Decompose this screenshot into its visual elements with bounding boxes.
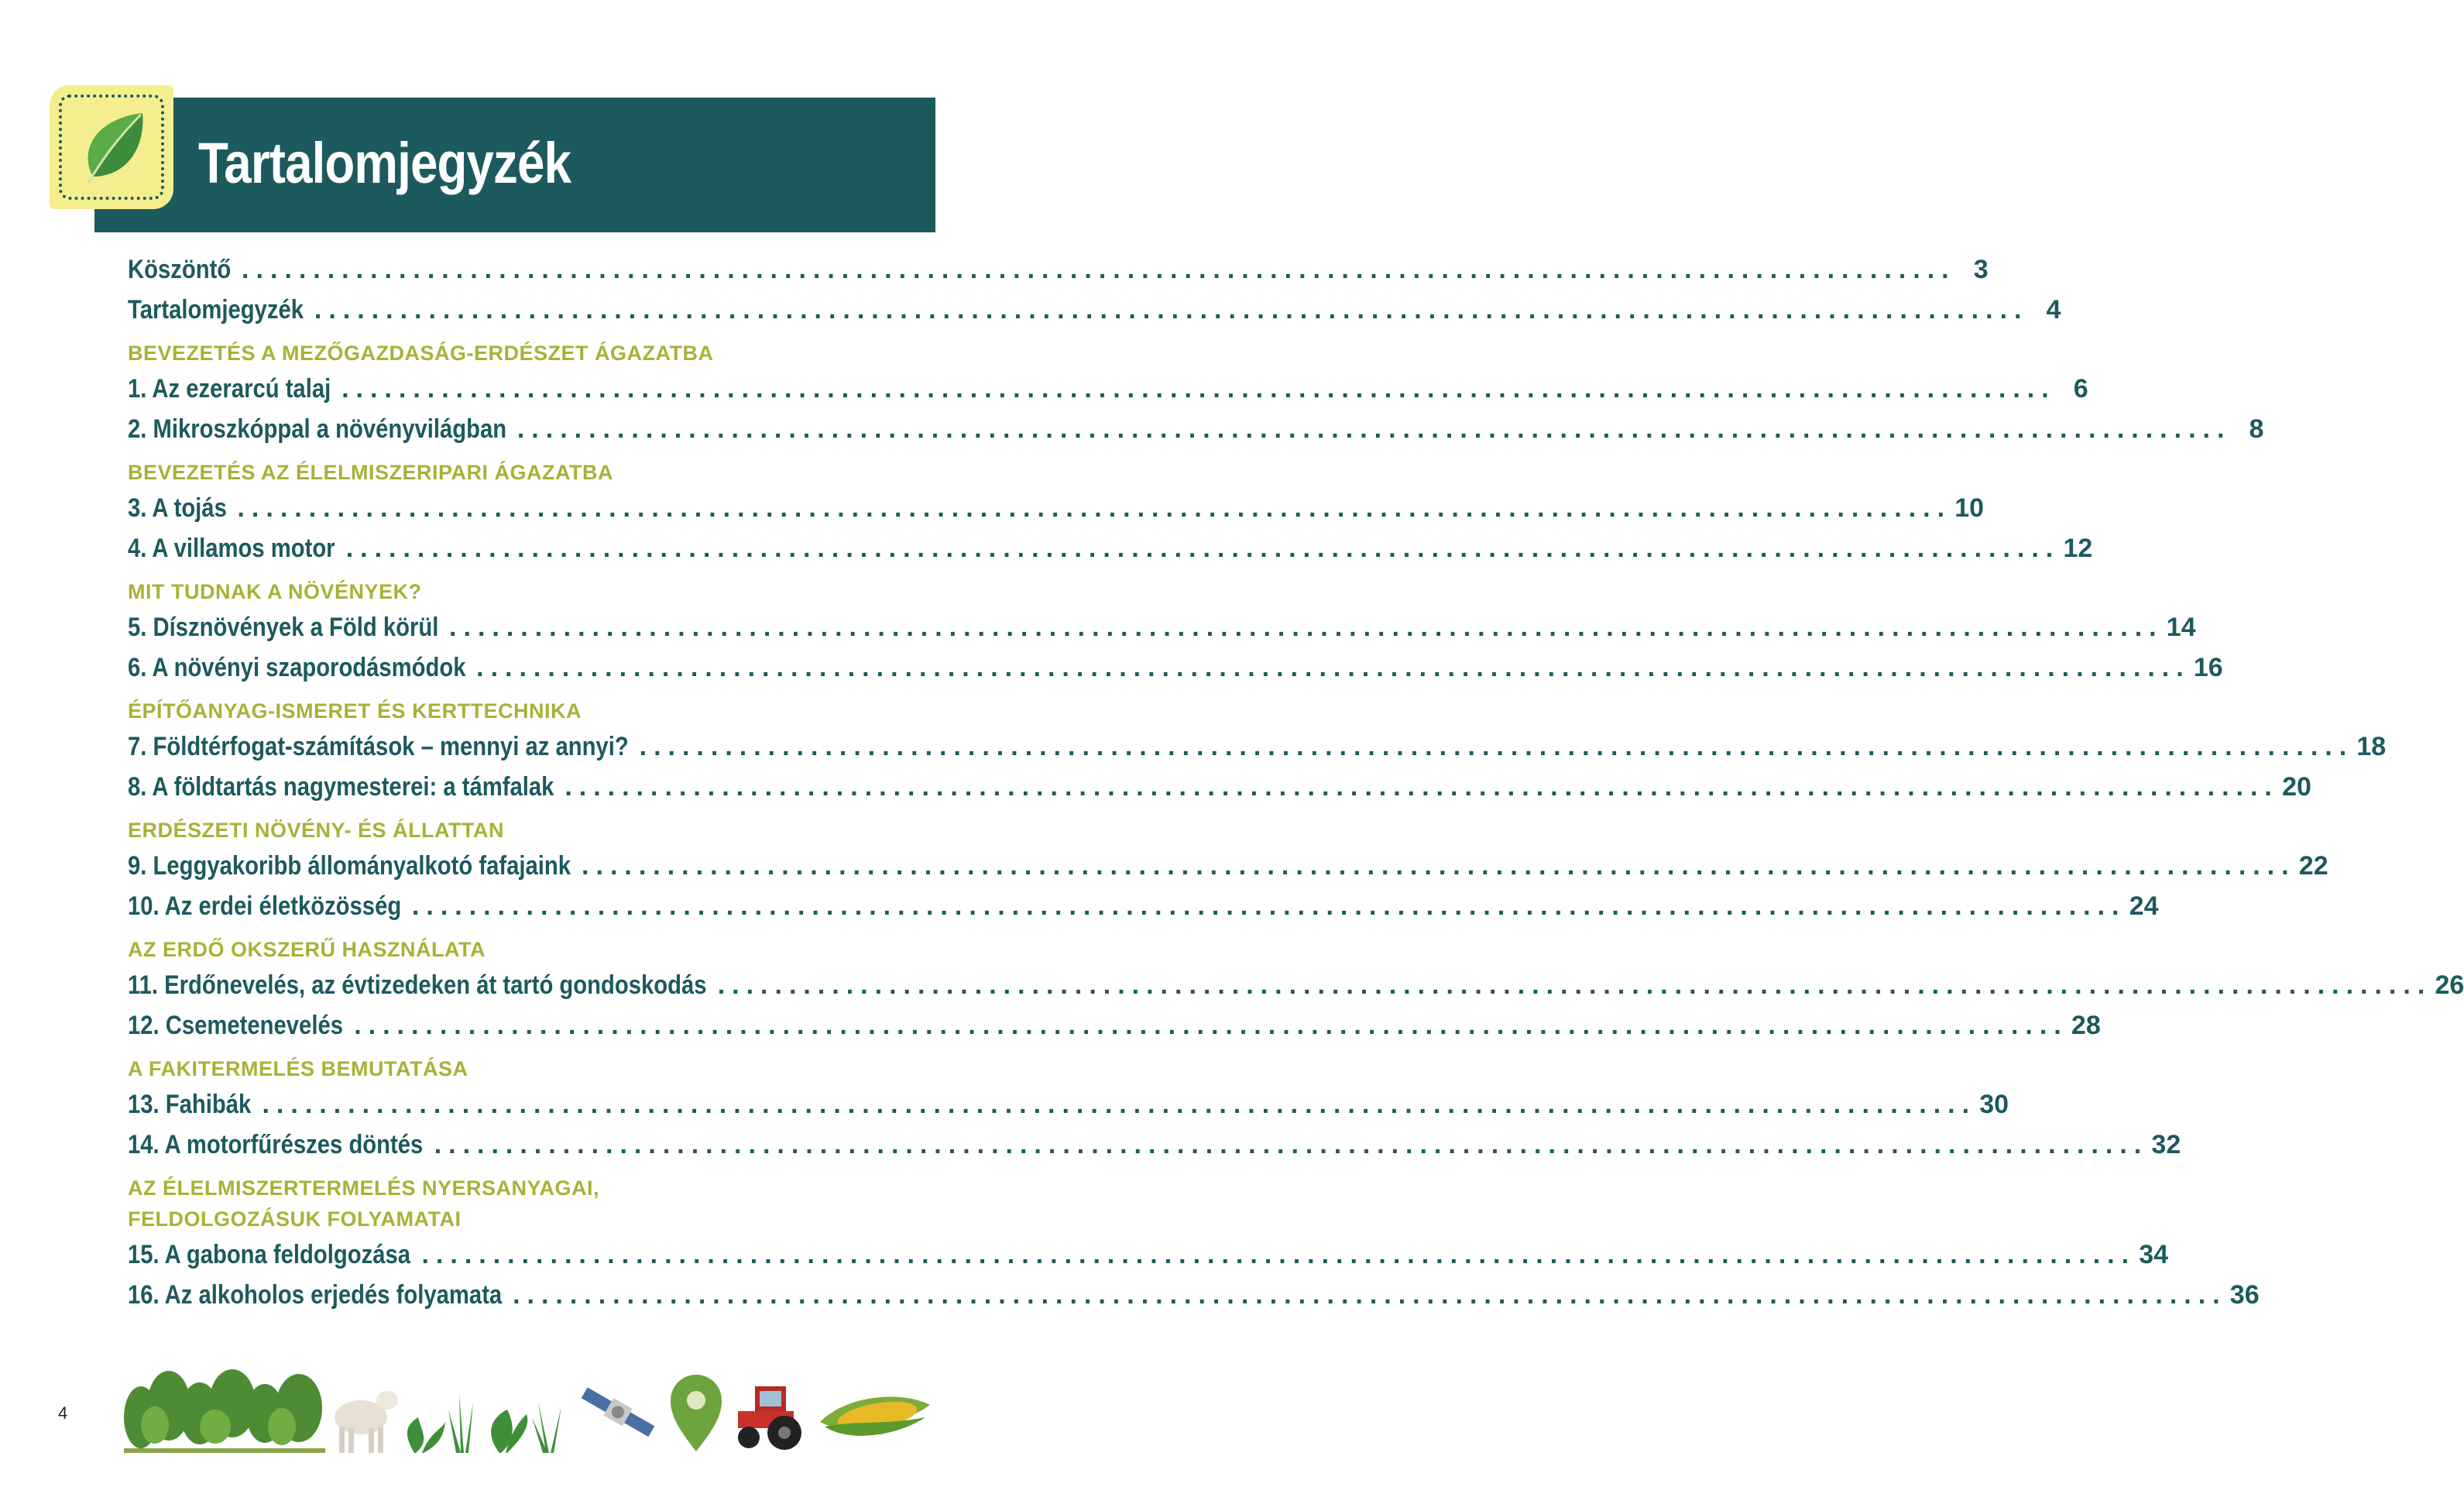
toc-page-number: 30 [1979, 1090, 2009, 1119]
section-heading-line: AZ ÉLELMISZERTERMELÉS NYERSANYAGAI, [128, 1176, 600, 1200]
toc-page-number: 4 [2046, 295, 2061, 325]
dot-leader: ........................................................................................................................ [565, 772, 2279, 802]
toc-entry-title: 12. Csemetenevelés [128, 1011, 343, 1040]
section-heading [128, 1053, 927, 1084]
location-pin-icon [667, 1371, 726, 1456]
toc-entry[interactable] [128, 290, 2061, 330]
section-heading [128, 457, 927, 488]
toc-entry-title: Köszöntő [128, 255, 232, 284]
toc-entry[interactable] [128, 528, 2093, 568]
tractor-icon [732, 1371, 805, 1456]
toc-entry-title: 13. Fahibák [128, 1090, 252, 1119]
section-heading-line: A FAKITERMELÉS BEMUTATÁSA [128, 1057, 468, 1080]
dot-leader: ........................................................................................................................ [449, 613, 2164, 642]
dot-leader: ........................................................................................................................ [354, 1011, 2068, 1040]
toc-page-number: 10 [1954, 493, 1985, 523]
toc-entry-title: 11. Erdőnevelés, az évtizedeken át tartó gondoskodás [128, 970, 707, 1000]
toc-entry[interactable] [128, 726, 2387, 767]
dot-leader: ........................................................................................................................ [421, 1240, 2136, 1269]
dot-leader: ........................................................................................................................ [476, 653, 2191, 682]
toc-page-number: 28 [2071, 1011, 2101, 1040]
calf-icon [325, 1371, 403, 1456]
toc-page-number: 34 [2139, 1240, 2169, 1269]
section-heading-line: MIT TUDNAK A NÖVÉNYEK? [128, 580, 422, 603]
corn-icon [817, 1371, 933, 1456]
section-heading-line: BEVEZETÉS AZ ÉLELMISZERIPARI ÁGAZATBA [128, 461, 614, 484]
toc-entry[interactable] [128, 369, 2088, 409]
toc-page-number: 36 [2229, 1280, 2260, 1310]
toc-entry[interactable] [128, 1235, 2169, 1275]
toc-page-number: 3 [1973, 255, 1989, 284]
toc-entry-title: 5. Dísznövények a Föld körül [128, 613, 439, 642]
toc-page-number: 8 [2249, 414, 2264, 444]
section-heading-line: FELDOLGOZÁSUK FOLYAMATAI [128, 1207, 462, 1231]
dot-leader: ........................................................................................................................ [434, 1130, 2149, 1159]
toc-entry-title: 3. A tojás [128, 493, 227, 523]
section-heading-line: ERDÉSZETI NÖVÉNY- ÉS ÁLLATTAN [128, 819, 505, 842]
dot-leader: ........................................................................................................................ [242, 255, 1956, 284]
toc-entry-title: 6. A növényi szaporodásmódok [128, 653, 466, 682]
dot-leader: ........................................................................................................................ [717, 970, 2432, 1000]
dot-leader: ........................................................................................................................ [345, 534, 2061, 563]
trees-icon [124, 1371, 325, 1456]
dot-leader: ........................................................................................................................ [513, 1280, 2227, 1310]
satellite-icon [577, 1371, 658, 1456]
toc-entry-title: 15. A gabona feldolgozása [128, 1240, 411, 1269]
section-heading-line: ÉPÍTŐANYAG-ISMERET ÉS KERTTECHNIKA [128, 699, 582, 723]
toc-page-number: 20 [2282, 772, 2311, 802]
toc-entry[interactable] [128, 767, 2311, 807]
toc-page-number: 12 [2063, 534, 2093, 563]
title-banner [94, 98, 935, 232]
page-title: Tartalomjegyzék [198, 131, 571, 195]
toc-entry[interactable] [128, 607, 2196, 647]
toc-entry[interactable] [128, 647, 2223, 688]
section-heading [128, 576, 927, 607]
toc-entry[interactable] [128, 488, 1985, 528]
toc-entry-title: Tartalomjegyzék [128, 295, 304, 325]
toc-entry-title: 10. Az erdei életközösség [128, 891, 402, 921]
title-badge [50, 85, 173, 209]
toc-page-number: 18 [2356, 732, 2387, 761]
toc-entry-title: 4. A villamos motor [128, 534, 335, 563]
leaf-icon [79, 108, 149, 186]
toc-entry-title: 8. A földtartás nagymesterei: a támfalak [128, 772, 554, 802]
dot-leader: ........................................................................................................................ [582, 851, 2296, 881]
section-heading [128, 815, 927, 846]
toc-entry[interactable] [128, 1125, 2181, 1165]
toc-entry[interactable] [128, 409, 2264, 449]
toc-entry-title: 14. A motorfűrészes döntés [128, 1130, 424, 1159]
toc-page-number: 6 [2073, 374, 2088, 404]
toc-entry[interactable] [128, 846, 2328, 886]
toc-entry[interactable] [128, 1005, 2101, 1046]
toc-entry-title: 1. Az ezerarcú talaj [128, 374, 331, 404]
section-heading [128, 695, 927, 726]
toc-entry[interactable] [128, 886, 2159, 926]
toc-entry-title: 16. Az alkoholos erjedés folyamata [128, 1280, 503, 1310]
toc-entry[interactable] [128, 249, 1989, 290]
toc-page-number: 16 [2193, 653, 2223, 682]
toc-page-number: 14 [2166, 613, 2196, 642]
toc-page-number: 22 [2298, 851, 2328, 881]
dot-leader: ........................................................................................................................ [341, 374, 2056, 404]
toc-page-number: 32 [2151, 1130, 2181, 1159]
toc-entry-title: 2. Mikroszkóppal a növényvilágban [128, 414, 507, 444]
toc-entry[interactable] [128, 965, 2464, 1005]
toc-entry[interactable] [128, 1084, 2009, 1125]
dot-leader: ........................................................................................................................ [237, 493, 1952, 523]
section-heading [128, 338, 927, 369]
dot-leader: ........................................................................................................................ [262, 1090, 1977, 1119]
toc-page-number: 26 [2435, 970, 2464, 1000]
dot-leader: ........................................................................................................................ [639, 732, 2354, 761]
toc-entry-title: 7. Földtérfogat-számítások – mennyi az annyi? [128, 732, 629, 761]
plants-icon [399, 1371, 573, 1456]
toc-entry-title: 9. Leggyakoribb állományalkotó fafajaink [128, 851, 571, 881]
table-of-contents [128, 249, 2464, 1315]
dot-leader: ........................................................................................................................ [411, 891, 2126, 921]
section-heading [128, 934, 927, 965]
toc-page-number: 24 [2129, 891, 2159, 921]
section-heading-line: BEVEZETÉS A MEZŐGAZDASÁG-ERDÉSZET ÁGAZATBA [128, 342, 714, 365]
section-heading-line: AZ ERDŐ OKSZERŰ HASZNÁLATA [128, 938, 486, 961]
toc-entry[interactable] [128, 1275, 2260, 1315]
section-heading [128, 1173, 927, 1235]
page-number: 4 [58, 1403, 68, 1423]
dot-leader: ........................................................................................................................ [516, 414, 2232, 444]
dot-leader: ........................................................................................................................ [314, 295, 2029, 325]
